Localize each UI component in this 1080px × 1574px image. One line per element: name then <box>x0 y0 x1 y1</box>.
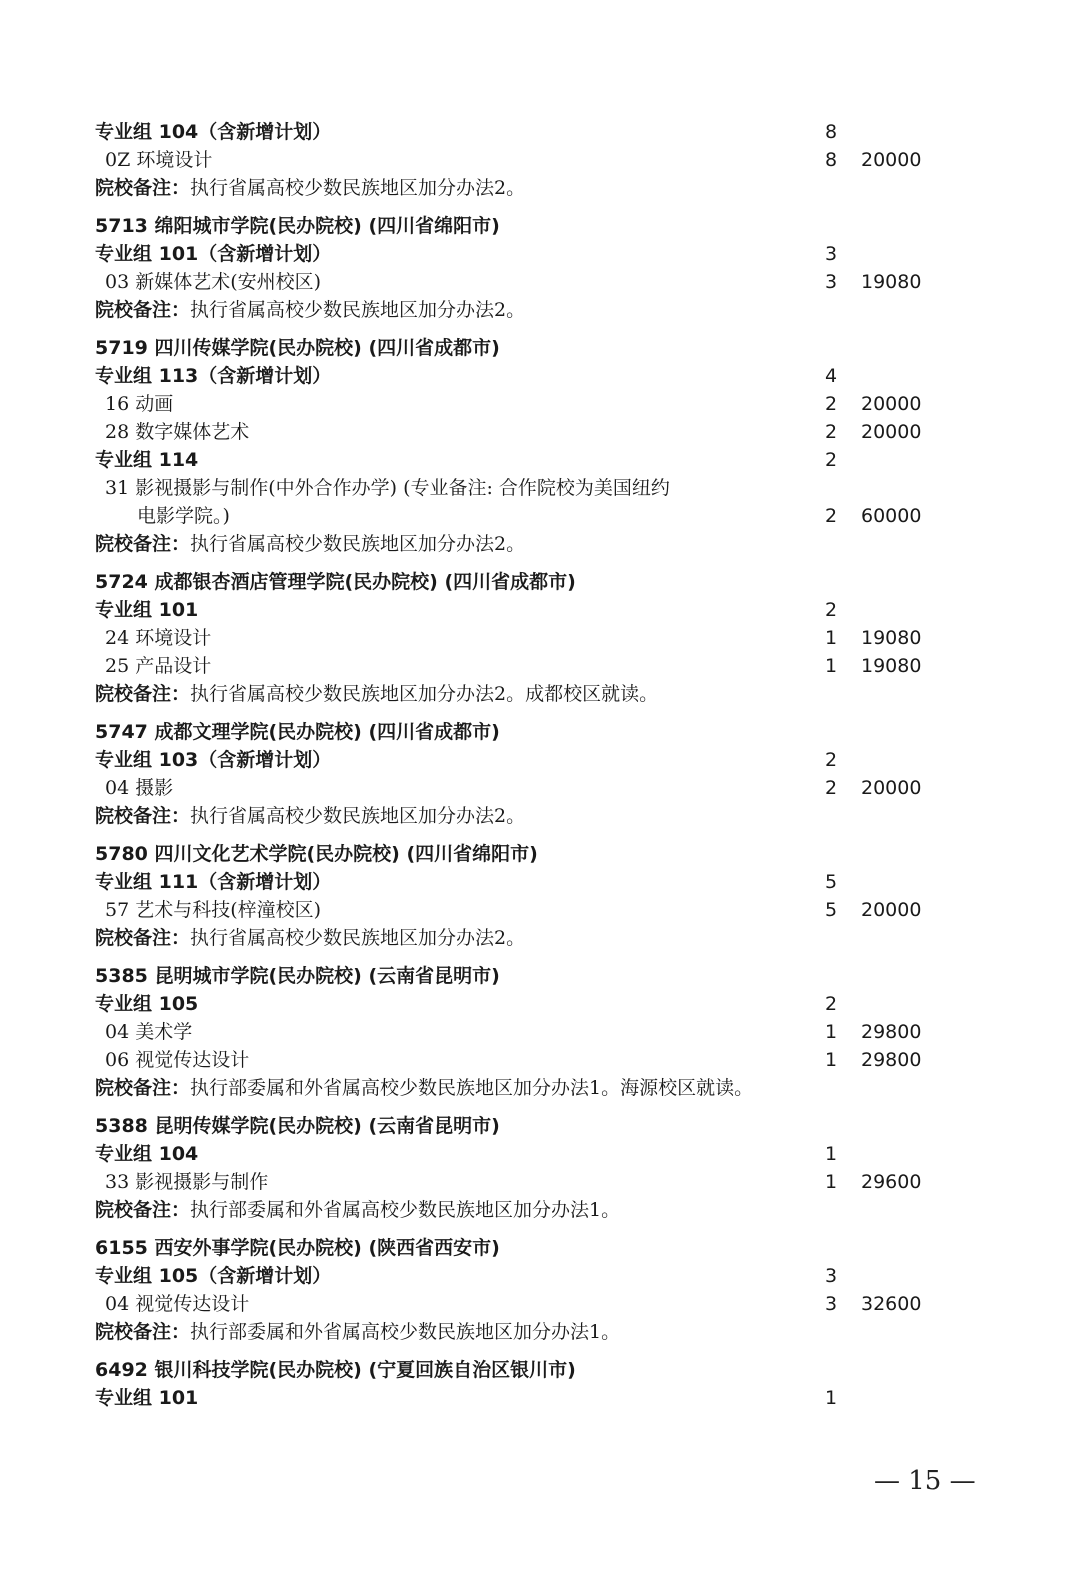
major-row <box>95 624 995 652</box>
tuition-fee: 20000 <box>861 149 922 171</box>
school-name: 5719 四川传媒学院(民办院校) (四川省成都市) <box>95 337 500 359</box>
school-note <box>95 296 995 324</box>
school-name: 5713 绵阳城市学院(民办院校) (四川省绵阳市) <box>95 215 500 237</box>
school-note <box>95 174 995 202</box>
section-gap <box>95 1224 995 1234</box>
major-group-row <box>95 1384 995 1412</box>
tuition-fee: 19080 <box>861 271 922 293</box>
major-group-name: 专业组 101 <box>95 599 199 621</box>
major-name-continued: 电影学院。) <box>137 505 230 527</box>
plan-count: 1 <box>825 655 838 677</box>
major-name: 31 影视摄影与制作(中外合作办学) (专业备注: 合作院校为美国纽约 <box>105 477 670 499</box>
major-group-row <box>95 596 995 624</box>
school-header <box>95 212 995 240</box>
school-note-text: 执行省属高校少数民族地区加分办法2。 <box>190 533 526 555</box>
plan-count: 1 <box>825 1387 838 1409</box>
major-row-continued <box>95 502 995 530</box>
plan-count: 2 <box>825 599 838 621</box>
plan-count: 8 <box>825 149 838 171</box>
school-note <box>95 680 995 708</box>
school-note <box>95 802 995 830</box>
section-gap <box>95 952 995 962</box>
major-group-row <box>95 446 995 474</box>
school-note-text: 执行部委属和外省属高校少数民族地区加分办法1。海源校区就读。 <box>190 1077 754 1099</box>
plan-count: 2 <box>825 421 838 443</box>
section-gap <box>95 1102 995 1112</box>
major-row <box>95 418 995 446</box>
document-body <box>95 118 995 1412</box>
plan-count: 3 <box>825 243 838 265</box>
plan-count: 2 <box>825 993 838 1015</box>
school-note-label: 院校备注： <box>95 533 191 555</box>
major-group-row <box>95 1140 995 1168</box>
school-note-text: 执行省属高校少数民族地区加分办法2。 <box>190 177 526 199</box>
major-name: 25 产品设计 <box>105 655 212 677</box>
school-note-label: 院校备注： <box>95 683 191 705</box>
major-group-name: 专业组 113（含新增计划） <box>95 365 332 387</box>
page-number: — 15 — <box>874 1466 976 1496</box>
tuition-fee: 20000 <box>861 899 922 921</box>
major-group-row <box>95 362 995 390</box>
school-header <box>95 334 995 362</box>
major-row <box>95 1018 995 1046</box>
major-name: 0Z 环境设计 <box>105 149 213 171</box>
plan-count: 4 <box>825 365 838 387</box>
plan-count: 2 <box>825 505 838 527</box>
school-note-text: 执行部委属和外省属高校少数民族地区加分办法1。 <box>190 1199 621 1221</box>
school-note-text: 执行省属高校少数民族地区加分办法2。成都校区就读。 <box>190 683 659 705</box>
tuition-fee: 29800 <box>861 1049 922 1071</box>
tuition-fee: 19080 <box>861 655 922 677</box>
major-group-name: 专业组 101 <box>95 1387 199 1409</box>
school-name: 6492 银川科技学院(民办院校) (宁夏回族自治区银川市) <box>95 1359 576 1381</box>
tuition-fee: 32600 <box>861 1293 922 1315</box>
section-gap <box>95 202 995 212</box>
major-group-row <box>95 746 995 774</box>
major-row <box>95 390 995 418</box>
school-name: 6155 西安外事学院(民办院校) (陕西省西安市) <box>95 1237 500 1259</box>
school-header <box>95 840 995 868</box>
tuition-fee: 29600 <box>861 1171 922 1193</box>
plan-count: 8 <box>825 121 838 143</box>
plan-count: 2 <box>825 749 838 771</box>
major-row <box>95 1046 995 1074</box>
plan-count: 1 <box>825 1171 838 1193</box>
major-row <box>95 896 995 924</box>
school-note <box>95 1318 995 1346</box>
tuition-fee: 20000 <box>861 421 922 443</box>
major-name: 06 视觉传达设计 <box>105 1049 250 1071</box>
school-note <box>95 1074 995 1102</box>
major-name: 03 新媒体艺术(安州校区) <box>105 271 322 293</box>
school-note-text: 执行省属高校少数民族地区加分办法2。 <box>190 927 526 949</box>
school-note <box>95 1196 995 1224</box>
school-name: 5780 四川文化艺术学院(民办院校) (四川省绵阳市) <box>95 843 538 865</box>
tuition-fee: 19080 <box>861 627 922 649</box>
major-group-name: 专业组 111（含新增计划） <box>95 871 332 893</box>
major-name: 16 动画 <box>105 393 174 415</box>
tuition-fee: 29800 <box>861 1021 922 1043</box>
major-row <box>95 1168 995 1196</box>
plan-count: 1 <box>825 1049 838 1071</box>
plan-count: 5 <box>825 899 838 921</box>
plan-count: 2 <box>825 777 838 799</box>
plan-count: 2 <box>825 393 838 415</box>
section-gap <box>95 324 995 334</box>
school-note-label: 院校备注： <box>95 1321 191 1343</box>
major-group-name: 专业组 114 <box>95 449 199 471</box>
major-row <box>95 146 995 174</box>
tuition-fee: 20000 <box>861 393 922 415</box>
major-group-name: 专业组 101（含新增计划） <box>95 243 332 265</box>
school-header <box>95 718 995 746</box>
plan-count: 2 <box>825 449 838 471</box>
school-header <box>95 1112 995 1140</box>
major-name: 04 摄影 <box>105 777 174 799</box>
school-note-text: 执行省属高校少数民族地区加分办法2。 <box>190 805 526 827</box>
major-group-name: 专业组 105 <box>95 993 199 1015</box>
plan-count: 3 <box>825 271 838 293</box>
school-note-label: 院校备注： <box>95 805 191 827</box>
plan-count: 3 <box>825 1293 838 1315</box>
major-name: 28 数字媒体艺术 <box>105 421 250 443</box>
section-gap <box>95 1346 995 1356</box>
major-row <box>95 474 995 502</box>
plan-count: 1 <box>825 627 838 649</box>
major-row <box>95 1290 995 1318</box>
major-name: 04 美术学 <box>105 1021 193 1043</box>
school-note-text: 执行部委属和外省属高校少数民族地区加分办法1。 <box>190 1321 621 1343</box>
major-group-row <box>95 1262 995 1290</box>
school-name: 5747 成都文理学院(民办院校) (四川省成都市) <box>95 721 500 743</box>
school-header <box>95 1234 995 1262</box>
school-note-label: 院校备注： <box>95 927 191 949</box>
major-group-name: 专业组 103（含新增计划） <box>95 749 332 771</box>
school-note-text: 执行省属高校少数民族地区加分办法2。 <box>190 299 526 321</box>
major-group-row <box>95 868 995 896</box>
school-header <box>95 568 995 596</box>
major-row <box>95 652 995 680</box>
plan-count: 1 <box>825 1021 838 1043</box>
section-gap <box>95 708 995 718</box>
major-group-name: 专业组 104 <box>95 1143 199 1165</box>
major-name: 24 环境设计 <box>105 627 212 649</box>
school-note-label: 院校备注： <box>95 1199 191 1221</box>
major-name: 33 影视摄影与制作 <box>105 1171 269 1193</box>
major-name: 04 视觉传达设计 <box>105 1293 250 1315</box>
section-gap <box>95 830 995 840</box>
major-row <box>95 268 995 296</box>
school-note-label: 院校备注： <box>95 1077 191 1099</box>
school-name: 5385 昆明城市学院(民办院校) (云南省昆明市) <box>95 965 500 987</box>
section-gap <box>95 558 995 568</box>
plan-count: 5 <box>825 871 838 893</box>
school-note <box>95 924 995 952</box>
school-header <box>95 962 995 990</box>
plan-count: 3 <box>825 1265 838 1287</box>
plan-count: 1 <box>825 1143 838 1165</box>
major-group-row <box>95 990 995 1018</box>
school-note-label: 院校备注： <box>95 177 191 199</box>
tuition-fee: 60000 <box>861 505 922 527</box>
major-group-row <box>95 240 995 268</box>
school-header <box>95 1356 995 1384</box>
major-row <box>95 774 995 802</box>
school-note-label: 院校备注： <box>95 299 191 321</box>
school-note <box>95 530 995 558</box>
school-name: 5724 成都银杏酒店管理学院(民办院校) (四川省成都市) <box>95 571 576 593</box>
tuition-fee: 20000 <box>861 777 922 799</box>
major-group-row <box>95 118 995 146</box>
major-name: 57 艺术与科技(梓潼校区) <box>105 899 322 921</box>
major-group-name: 专业组 105（含新增计划） <box>95 1265 332 1287</box>
school-name: 5388 昆明传媒学院(民办院校) (云南省昆明市) <box>95 1115 500 1137</box>
major-group-name: 专业组 104（含新增计划） <box>95 121 332 143</box>
